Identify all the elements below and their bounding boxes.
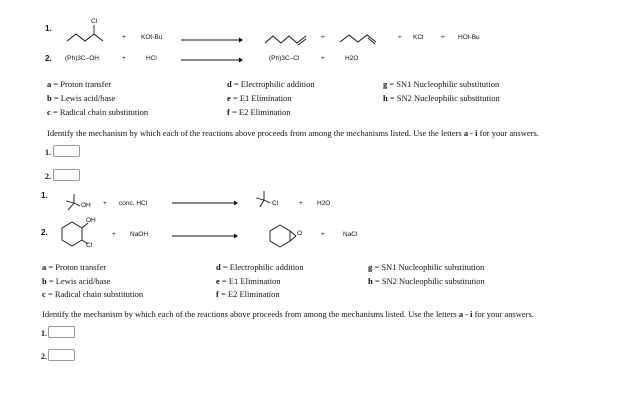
reactant-oh-label: OH xyxy=(86,217,96,224)
reagent-kotbu: KOt-Bu xyxy=(141,34,163,41)
answer-2-label: 2. xyxy=(45,172,51,181)
option-a: a = Proton transfer xyxy=(42,262,107,272)
alkene-product-1 xyxy=(264,28,310,48)
reaction-arrow-3 xyxy=(172,200,238,206)
plus-sign: + xyxy=(441,34,445,41)
reagent-conc-hcl: conc. HCl xyxy=(119,200,148,207)
option-e: e = E1 Elimination xyxy=(227,93,292,103)
plus-sign: + xyxy=(112,231,116,238)
option-g: g = SN1 Nucleophilic substitution xyxy=(368,262,485,272)
reactant-oh-label: OH xyxy=(81,202,91,209)
option-f: f = E2 Elimination xyxy=(227,107,291,117)
option-a: a = Proton transfer xyxy=(47,79,112,89)
option-f: f = E2 Elimination xyxy=(216,289,280,299)
alkene-product-2 xyxy=(339,28,385,48)
reagent-naoh: NaOH xyxy=(130,231,149,238)
byproduct-water: H2O xyxy=(345,55,359,62)
product-trityl-chloride: (Ph)3C–Cl xyxy=(269,55,300,62)
reactant-triphenylmethanol: (Ph)3C–OH xyxy=(65,55,99,62)
plus-sign: + xyxy=(398,34,402,41)
plus-sign: + xyxy=(299,200,303,207)
answer-2-input[interactable] xyxy=(48,349,75,361)
plus-sign: + xyxy=(103,200,107,207)
product-oxygen-label: O xyxy=(297,230,303,237)
byproduct-hotbu: HOt-Bu xyxy=(458,34,480,41)
reaction-arrow-1 xyxy=(181,37,243,43)
byproduct-kcl: KCl xyxy=(413,34,424,41)
product-cl-label: Cl xyxy=(272,200,279,207)
option-b: b = Lewis acid/base xyxy=(47,93,116,103)
reaction-arrow-2 xyxy=(181,57,243,63)
answer-2-input[interactable] xyxy=(53,169,80,181)
reagent-hcl: HCl xyxy=(146,55,157,62)
reaction-1-number: 1. xyxy=(45,24,52,33)
answer-1-input[interactable] xyxy=(53,145,80,157)
reactant-cl-label: Cl xyxy=(86,242,93,249)
answer-2-label: 2. xyxy=(41,352,47,361)
reaction-1-number: 1. xyxy=(41,191,48,200)
option-g: g = SN1 Nucleophilic substitution xyxy=(383,79,500,89)
option-h: h = SN2 Nucleophilic substitution xyxy=(368,276,485,286)
plus-sign: + xyxy=(321,55,325,62)
option-e: e = E1 Elimination xyxy=(216,276,281,286)
instruction-text-1: Identify the mechanism by which each of the reactions above proceeds from among the mechanisms listed. Use the letters a - i for your answers. xyxy=(47,128,539,138)
option-h: h = SN2 Nucleophilic substitution xyxy=(383,93,500,103)
byproduct-nacl: NaCl xyxy=(343,231,358,238)
answer-1-label: 1. xyxy=(41,329,47,338)
reaction-2-number: 2. xyxy=(45,54,52,63)
reaction-2-number: 2. xyxy=(41,228,48,237)
reactant-cl-label: Cl xyxy=(91,18,98,25)
instruction-text-2: Identify the mechanism by which each of the reactions above proceeds from among the mechanisms listed. Use the letters a - i for your answers. xyxy=(42,309,534,319)
option-c: c = Radical chain substitution xyxy=(47,107,149,117)
plus-sign: + xyxy=(321,34,325,41)
plus-sign: + xyxy=(122,55,126,62)
option-d: d = Electrophilic addition xyxy=(227,79,315,89)
reaction-arrow-4 xyxy=(172,233,238,239)
option-b: b = Lewis acid/base xyxy=(42,276,111,286)
answer-1-label: 1. xyxy=(45,148,51,157)
option-d: d = Electrophilic addition xyxy=(216,262,304,272)
answer-1-input[interactable] xyxy=(48,326,75,338)
plus-sign: + xyxy=(321,231,325,238)
byproduct-water: H2O xyxy=(317,200,331,207)
option-c: c = Radical chain substitution xyxy=(42,289,144,299)
plus-sign: + xyxy=(122,34,126,41)
